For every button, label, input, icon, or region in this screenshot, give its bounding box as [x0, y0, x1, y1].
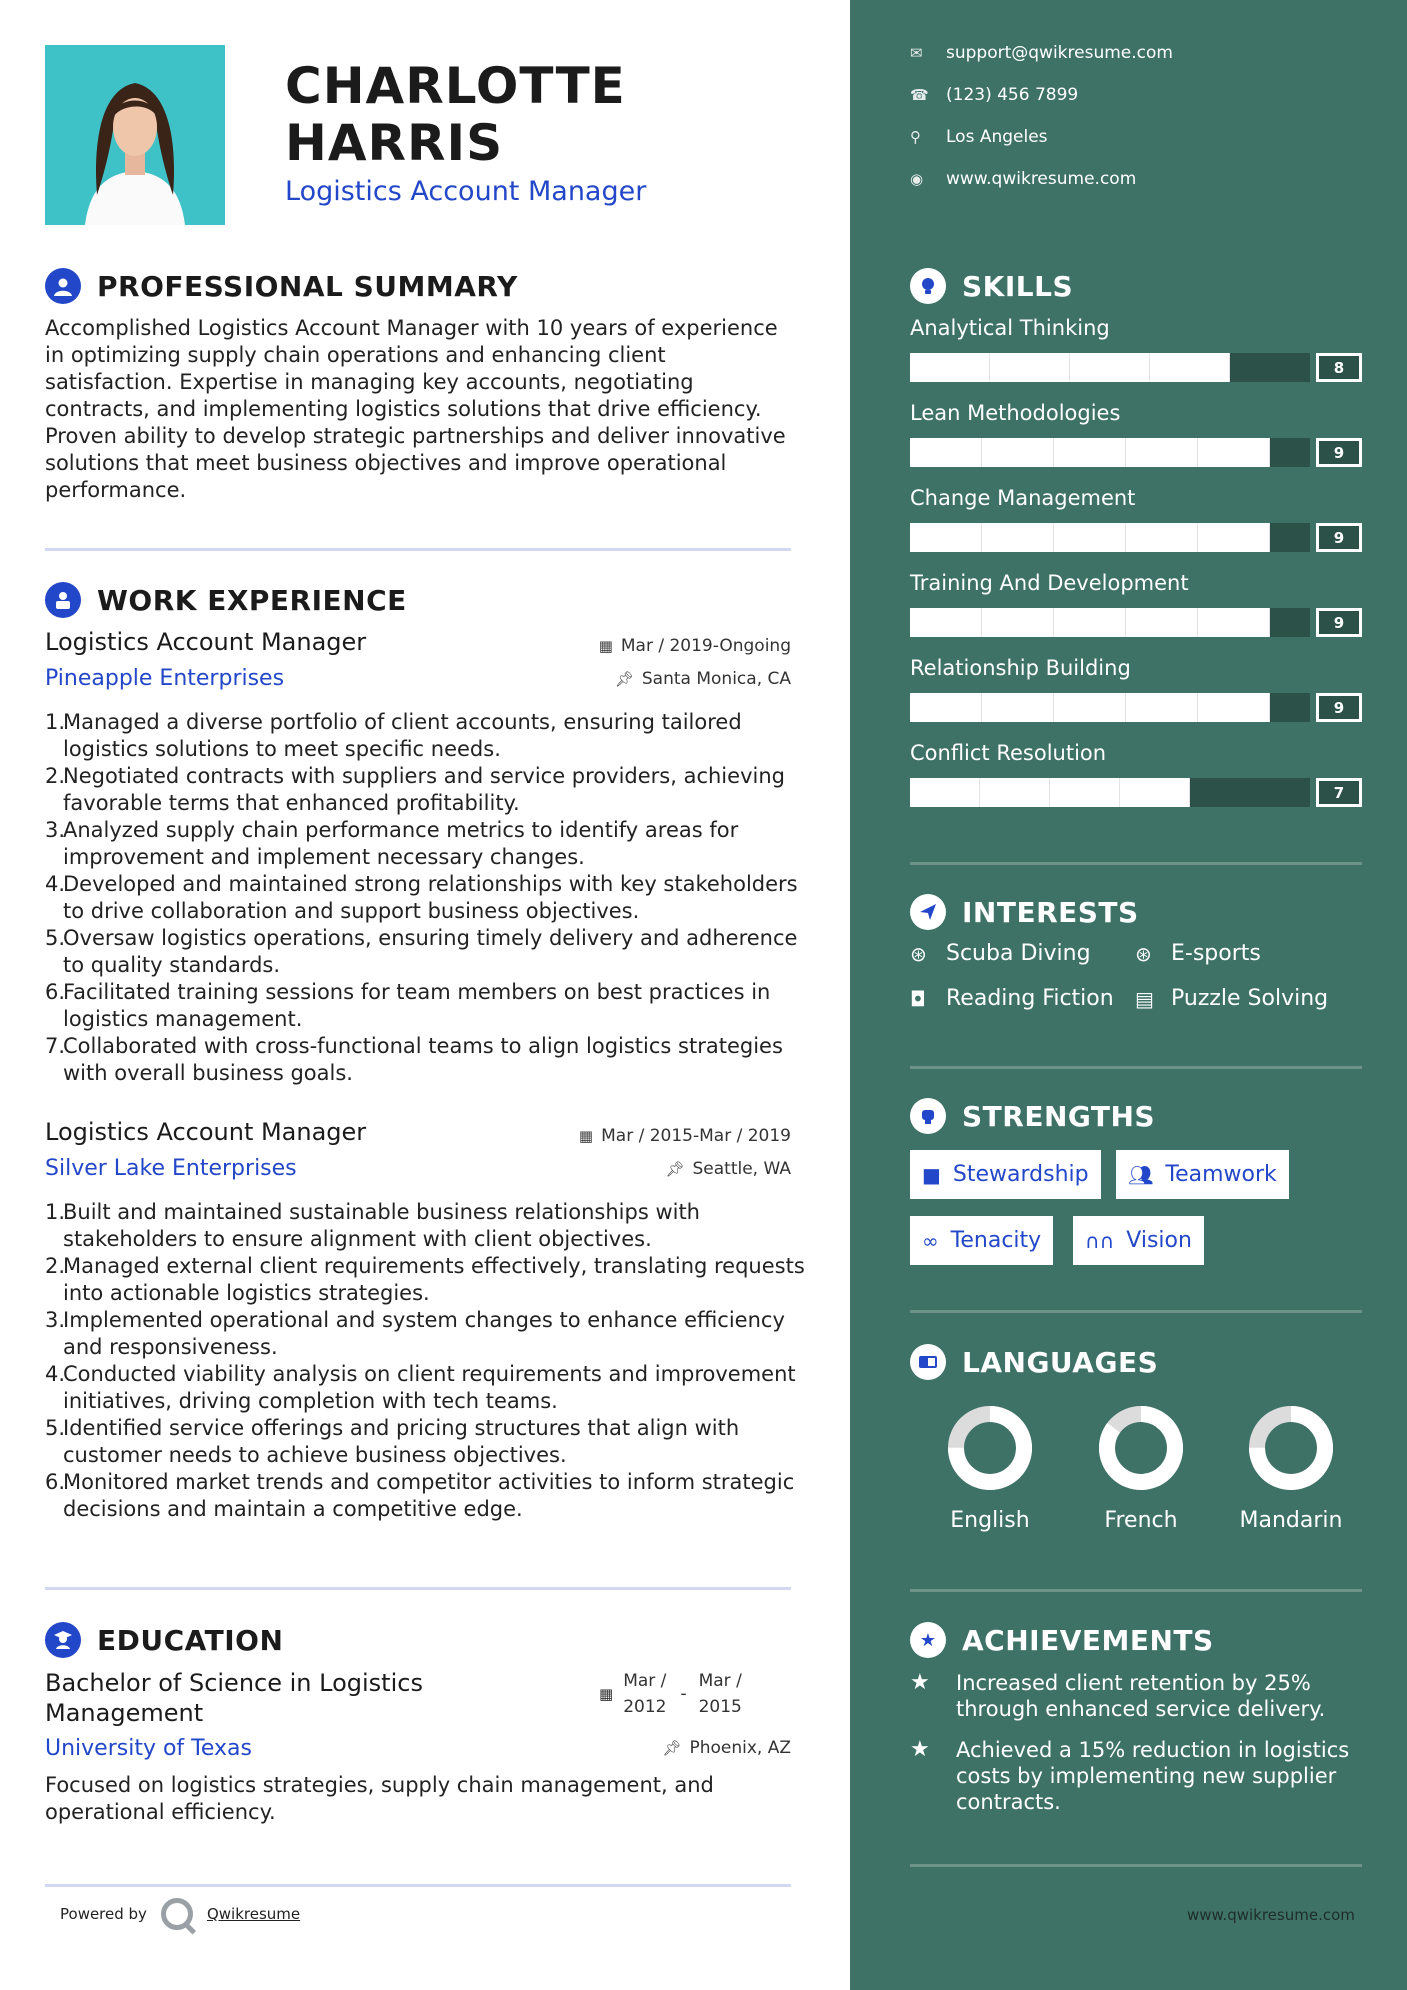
achievement-item: [910, 1670, 1362, 1722]
section-divider: [45, 1884, 791, 1887]
job-dates-1: [599, 636, 791, 656]
link-icon: ∞: [922, 1228, 939, 1253]
language-label: French: [1104, 1508, 1178, 1533]
section-divider: [910, 1589, 1362, 1592]
name-line-1: CHARLOTTE: [285, 57, 626, 115]
star-icon: ★: [910, 1622, 946, 1658]
skill-bar-fill: [910, 523, 1270, 552]
skill-name: Conflict Resolution: [910, 741, 1107, 765]
skill-bar-segment: [1054, 523, 1126, 552]
skill-name: Analytical Thinking: [910, 316, 1110, 340]
duty-item: Negotiated contracts with suppliers and service providers, achieving favorable terms that enhanced profitability.: [63, 764, 785, 815]
skill-score: 9: [1316, 693, 1362, 722]
strength-tenacity: [910, 1216, 1053, 1265]
envelope-icon: ✉: [910, 44, 923, 62]
job-dates-1-text: Mar / 2019-Ongoing: [620, 636, 791, 656]
skill-bar-segment: [1070, 353, 1150, 382]
job-location-1: [615, 669, 791, 689]
education-start-year: 2012: [623, 1697, 667, 1717]
job-location-2-text: Seattle, WA: [692, 1159, 791, 1179]
star-icon: ★: [910, 1670, 930, 1695]
skill-bar-segment: [910, 778, 980, 807]
name-line-2: HARRIS: [285, 114, 504, 172]
education-start: [623, 1668, 666, 1720]
pin-icon: 📌︎: [662, 1739, 682, 1757]
company-2: Silver Lake Enterprises: [45, 1156, 297, 1181]
interests-title: INTERESTS: [962, 895, 1139, 929]
job-location-1-text: Santa Monica, CA: [641, 669, 791, 689]
strength-label: Stewardship: [952, 1162, 1089, 1187]
section-divider: [45, 548, 791, 551]
binoculars-icon: ∩∩: [1085, 1228, 1115, 1253]
education-end-year: 2015: [698, 1697, 742, 1717]
skill-bar: [910, 778, 1310, 807]
education-heading: [45, 1622, 283, 1658]
globe-icon: ◉: [910, 170, 924, 188]
duty-item: Conducted viability analysis on client requirements and improvement initiatives, driving completion with tech teams.: [63, 1362, 796, 1413]
strengths-heading: [910, 1098, 1155, 1134]
strength-label: Teamwork: [1165, 1162, 1277, 1187]
skill-bar: [910, 523, 1310, 552]
skill-name: Relationship Building: [910, 656, 1131, 680]
interest-label: Puzzle Solving: [1171, 986, 1329, 1011]
strength-stewardship: [910, 1150, 1101, 1199]
experience-title: WORK EXPERIENCE: [97, 583, 407, 617]
skill-name: Change Management: [910, 486, 1136, 510]
language-label: Mandarin: [1239, 1508, 1343, 1533]
calendar-icon: ▦: [598, 637, 613, 655]
strength-label: Vision: [1126, 1228, 1192, 1253]
language-item: [910, 1402, 1070, 1533]
job-title-1: Logistics Account Manager: [45, 628, 367, 656]
contact-location-text: Los Angeles: [946, 127, 1048, 147]
job-location-2: [665, 1159, 791, 1179]
skill-bar-segment: [910, 608, 982, 637]
degree-line-2: Management: [45, 1699, 204, 1727]
languages-title: LANGUAGES: [962, 1345, 1159, 1379]
interest-e-sports: [1135, 941, 1261, 966]
duty-item: Collaborated with cross-functional teams to align logistics strategies with overall business goals.: [63, 1034, 783, 1085]
duty-item: Facilitated training sessions for team members on best practices in logistics management.: [63, 980, 771, 1031]
language-ring: [1245, 1402, 1337, 1494]
gamepad-icon: ◘: [910, 986, 926, 1011]
skill-bar: [910, 353, 1310, 382]
education-location-text: Phoenix, AZ: [689, 1738, 791, 1758]
skill-bar-segment: [910, 353, 990, 382]
skill-score: 9: [1316, 523, 1362, 552]
education-location: [662, 1738, 791, 1758]
calendar-icon: ▦: [578, 1127, 594, 1145]
education-end-month: Mar /: [698, 1671, 742, 1691]
skill-bar-fill: [910, 693, 1270, 722]
interest-label: Scuba Diving: [946, 941, 1091, 966]
skill-bar-segment: [1126, 608, 1198, 637]
job-duties-1: [45, 709, 805, 1087]
language-icon: [910, 1344, 946, 1380]
contact-website-text: www.qwikresume.com: [946, 169, 1137, 189]
candidate-title: Logistics Account Manager: [285, 176, 647, 207]
job-duties-2: [45, 1199, 805, 1523]
duty-item: Implemented operational and system changes to enhance efficiency and responsiveness.: [63, 1308, 785, 1359]
achievement-item: [910, 1737, 1362, 1815]
skill-bar: [910, 438, 1310, 467]
lightbulb-icon: [910, 268, 946, 304]
achievement-text: Increased client retention by 25% through enhanced service delivery.: [956, 1671, 1326, 1721]
life-ring-icon: ⊛: [910, 941, 927, 966]
contact-website[interactable]: [910, 169, 1136, 189]
candidate-name: [285, 58, 626, 172]
job-dates-2: [579, 1126, 791, 1146]
skill-bar-segment: [1198, 608, 1270, 637]
pin-icon: 📌︎: [665, 1160, 685, 1178]
contact-email[interactable]: [910, 43, 1173, 63]
skill-bar-segment: [1120, 778, 1190, 807]
section-divider: [910, 1310, 1362, 1313]
qwikresume-logo-icon: [161, 1898, 193, 1930]
life-ring-icon: ⊛: [1135, 941, 1152, 966]
strength-teamwork: [1116, 1150, 1289, 1199]
education-end: [699, 1668, 742, 1720]
brand-link[interactable]: Qwikresume: [206, 1905, 301, 1923]
strength-label: Tenacity: [950, 1228, 1042, 1253]
contact-phone: [910, 85, 1078, 105]
skill-bar-segment: [1126, 523, 1198, 552]
language-ring: [944, 1402, 1036, 1494]
skill-bar-segment: [990, 353, 1070, 382]
summary-heading: [45, 268, 518, 304]
skill-score: 7: [1316, 778, 1362, 807]
language-item: [1061, 1402, 1221, 1533]
skill-score: 9: [1316, 608, 1362, 637]
skill-score: 8: [1316, 353, 1362, 382]
degree: [45, 1668, 423, 1728]
education-title: EDUCATION: [97, 1623, 284, 1657]
duty-item: Managed a diverse portfolio of client accounts, ensuring tailored logistics solutions to meet specific needs.: [63, 710, 742, 761]
skill-bar-segment: [980, 778, 1050, 807]
interest-puzzle-solving: [1135, 986, 1328, 1011]
skill-bar-segment: [1198, 523, 1270, 552]
education-dates: [599, 1668, 742, 1720]
job-title-2: Logistics Account Manager: [45, 1118, 367, 1146]
calendar-icon: ▦: [599, 1685, 614, 1703]
achievements-title: ACHIEVEMENTS: [962, 1623, 1214, 1657]
education-start-month: Mar /: [623, 1671, 667, 1691]
summary-title: PROFESSIONAL SUMMARY: [97, 269, 518, 303]
graduation-cap-icon: [45, 1622, 81, 1658]
section-divider: [910, 1864, 1362, 1867]
skill-bar-fill: [910, 608, 1270, 637]
skill-bar-segment: [1054, 438, 1126, 467]
skill-bar-segment: [982, 438, 1054, 467]
skill-bar-segment: [982, 608, 1054, 637]
skill-bar-segment: [1054, 693, 1126, 722]
achievements-heading: [910, 1622, 1214, 1658]
skill-bar-segment: [1126, 438, 1198, 467]
phone-icon: ☎: [910, 86, 929, 104]
skill-bar-segment: [982, 693, 1054, 722]
powered-by: [60, 1898, 300, 1930]
contact-location: [910, 127, 1048, 147]
briefcase-user-icon: [45, 582, 81, 618]
section-divider: [910, 862, 1362, 865]
duty-item: Oversaw logistics operations, ensuring timely delivery and adherence to quality standards.: [63, 926, 798, 977]
sidebar: [850, 0, 1407, 1990]
skill-bar-segment: [1050, 778, 1120, 807]
languages-heading: [910, 1344, 1158, 1380]
skill-name: Lean Methodologies: [910, 401, 1121, 425]
skill-bar-fill: [910, 778, 1190, 807]
duty-item: Analyzed supply chain performance metrics to identify areas for improvement and implement necessary changes.: [63, 818, 739, 869]
language-ring: [1095, 1402, 1187, 1494]
skill-bar-segment: [910, 693, 982, 722]
fist-icon: [910, 1098, 946, 1134]
interest-scuba-diving: [910, 941, 1091, 966]
summary-text: Accomplished Logistics Account Manager with 10 years of experience in optimizing supply chain operations and enhancing client satisfaction. Expertise in managing key accounts, negotiating contracts, and implementing logistics solutions that drive efficiency. Proven ability to develop strategic partnerships and deliver innovative solutions that meet business objectives and improve operational performance.: [45, 316, 786, 502]
skills-heading: [910, 268, 1073, 304]
skill-bar: [910, 693, 1310, 722]
school: University of Texas: [45, 1736, 252, 1761]
interest-label: E-sports: [1171, 941, 1261, 966]
interests-heading: [910, 894, 1139, 930]
strengths-title: STRENGTHS: [962, 1099, 1156, 1133]
paper-plane-icon: [910, 894, 946, 930]
skill-bar-segment: [910, 438, 982, 467]
language-item: [1211, 1402, 1371, 1533]
section-divider: [45, 1587, 791, 1590]
skill-bar-segment: [1126, 693, 1198, 722]
skill-name: Training And Development: [910, 571, 1189, 595]
pin-icon: 📌︎: [614, 670, 634, 688]
duty-item: Developed and maintained strong relationships with key stakeholders to drive collaboration and support business objectives.: [63, 872, 798, 923]
book-icon: ▤: [1135, 986, 1154, 1011]
briefcase-icon: ■: [922, 1162, 941, 1187]
users-icon: 👥︎: [1128, 1162, 1154, 1187]
skill-bar-segment: [982, 523, 1054, 552]
skill-bar-segment: [1198, 693, 1270, 722]
contact-email-text: support@qwikresume.com: [946, 43, 1173, 63]
skill-bar-segment: [910, 523, 982, 552]
skills-title: SKILLS: [962, 269, 1074, 303]
experience-heading: [45, 582, 407, 618]
interest-label: Reading Fiction: [946, 986, 1114, 1011]
skill-bar-segment: [1054, 608, 1126, 637]
map-marker-icon: ⚲: [910, 128, 921, 146]
skill-bar-segment: [1150, 353, 1230, 382]
interest-reading-fiction: [910, 986, 1114, 1011]
skill-bar-fill: [910, 353, 1230, 382]
powered-by-label: Powered by: [60, 1905, 147, 1923]
duty-item: Built and maintained sustainable business relationships with stakeholders to ensure alignment with client objectives.: [63, 1200, 700, 1251]
education-description: Focused on logistics strategies, supply chain management, and operational efficiency.: [45, 1773, 714, 1824]
footer-website[interactable]: www.qwikresume.com: [1187, 1906, 1355, 1924]
company-1: Pineapple Enterprises: [45, 666, 285, 691]
education-date-separator: -: [680, 1684, 687, 1704]
language-label: English: [950, 1508, 1030, 1533]
skill-bar-segment: [1198, 438, 1270, 467]
achievement-text: Achieved a 15% reduction in logistics costs by implementing new supplier contracts.: [956, 1738, 1350, 1814]
duty-item: Monitored market trends and competitor activities to inform strategic decisions and maintain a competitive edge.: [63, 1470, 795, 1521]
skill-score: 9: [1316, 438, 1362, 467]
degree-line-1: Bachelor of Science in Logistics: [45, 1669, 423, 1697]
job-dates-2-text: Mar / 2015-Mar / 2019: [601, 1126, 791, 1146]
section-divider: [910, 1066, 1362, 1069]
user-icon: [45, 268, 81, 304]
duty-item: Identified service offerings and pricing structures that align with customer needs to achieve business objectives.: [63, 1416, 740, 1467]
star-icon: ★: [910, 1737, 930, 1762]
strength-vision: [1073, 1216, 1204, 1265]
duty-item: Managed external client requirements effectively, translating requests into actionable logistics strategies.: [63, 1254, 805, 1305]
skill-bar-fill: [910, 438, 1270, 467]
contact-phone-text: (123) 456 7899: [946, 85, 1079, 105]
profile-photo: [45, 45, 225, 225]
skill-bar: [910, 608, 1310, 637]
